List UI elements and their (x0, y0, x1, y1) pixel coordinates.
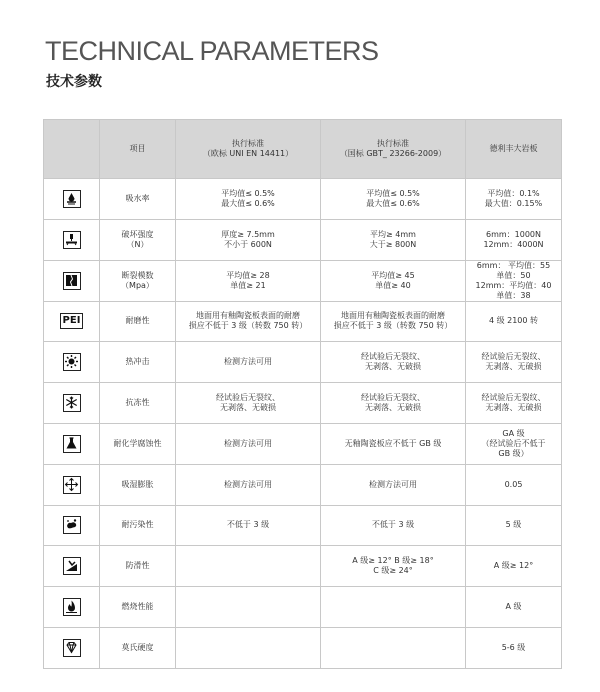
row-icon-cell (44, 342, 100, 383)
row-icon-cell (44, 423, 100, 464)
row-item: 吸湿膨胀 (100, 464, 176, 505)
expansion-arrows-icon (63, 476, 81, 494)
row-standard-gb (321, 627, 466, 668)
row-standard-eu: 地面用有釉陶瓷板表面的耐磨 损应不低于 3 级（转数 750 转） (176, 301, 321, 342)
row-icon-cell (44, 464, 100, 505)
row-icon-cell (44, 219, 100, 260)
row-brand-value: 5 级 (466, 505, 562, 546)
row-standard-gb: 平均≥ 4mm 大于≥ 800N (321, 219, 466, 260)
diamond-icon (63, 639, 81, 657)
row-standard-eu: 厚度≥ 7.5mm 不小于 600N (176, 219, 321, 260)
row-standard-eu (176, 546, 321, 587)
row-item: 莫氏硬度 (100, 627, 176, 668)
row-item: 吸水率 (100, 179, 176, 220)
row-item: 耐污染性 (100, 505, 176, 546)
row-brand-value: 经试验后无裂纹、 无剥落、无破损 (466, 342, 562, 383)
row-icon-cell (44, 587, 100, 628)
row-standard-eu (176, 627, 321, 668)
table-row (44, 505, 562, 546)
table-header-row (44, 120, 562, 179)
table-row (44, 383, 562, 424)
row-standard-gb: 地面用有釉陶瓷板表面的耐磨 损应不低于 3 级（转数 750 转） (321, 301, 466, 342)
slip-icon (63, 557, 81, 575)
breaking-load-icon (63, 231, 81, 249)
flask-icon (63, 435, 81, 453)
row-icon-cell (44, 546, 100, 587)
row-brand-value: 0.05 (466, 464, 562, 505)
header-brand: 德利丰大岩板 (466, 120, 562, 179)
table-row (44, 260, 562, 301)
thermal-shock-icon (63, 353, 81, 371)
row-brand-value: 6mm： 平均值：55 单值：50 12mm：平均值：40 单值：38 (466, 260, 562, 301)
table-row (44, 423, 562, 464)
row-item: 耐化学腐蚀性 (100, 423, 176, 464)
table-row (44, 179, 562, 220)
row-standard-eu: 平均值≥ 28 单值≥ 21 (176, 260, 321, 301)
snowflake-icon (63, 394, 81, 412)
table-row (44, 219, 562, 260)
table-row (44, 464, 562, 505)
row-standard-gb: 经试验后无裂纹、 无剥落、无破损 (321, 383, 466, 424)
page-title: TECHNICAL PARAMETERS (45, 36, 379, 66)
row-brand-value: 5-6 级 (466, 627, 562, 668)
row-brand-value: 4 级 2100 转 (466, 301, 562, 342)
water-drop-icon (63, 190, 81, 208)
row-icon-cell (44, 505, 100, 546)
table-row (44, 546, 562, 587)
row-icon-cell (44, 627, 100, 668)
row-standard-gb: A 级≥ 12° B 级≥ 18° C 级≥ 24° (321, 546, 466, 587)
pei-icon: PEI (60, 313, 84, 329)
row-standard-gb: 不低于 3 级 (321, 505, 466, 546)
row-icon-cell (44, 260, 100, 301)
row-brand-value: 6mm：1000N 12mm：4000N (466, 219, 562, 260)
row-item: 破坏强度 （N） (100, 219, 176, 260)
row-brand-value: 平均值：0.1% 最大值：0.15% (466, 179, 562, 220)
row-standard-gb (321, 587, 466, 628)
row-standard-eu: 检测方法可用 (176, 464, 321, 505)
row-brand-value: A 级≥ 12° (466, 546, 562, 587)
table-row (44, 342, 562, 383)
header-icon-cell (44, 120, 100, 179)
fracture-modulus-icon (63, 272, 81, 290)
row-standard-gb: 检测方法可用 (321, 464, 466, 505)
row-brand-value: GA 级 （经试验后不低于 GB 级） (466, 423, 562, 464)
table-row (44, 301, 562, 342)
row-brand-value: 经试验后无裂纹、 无剥落、无破损 (466, 383, 562, 424)
table-row (44, 627, 562, 668)
row-standard-gb: 平均值≥ 45 单值≥ 40 (321, 260, 466, 301)
row-icon-cell (44, 383, 100, 424)
row-brand-value: A 级 (466, 587, 562, 628)
row-standard-gb: 无釉陶瓷板应不低于 GB 级 (321, 423, 466, 464)
stain-icon (63, 516, 81, 534)
page-subtitle: 技术参数 (46, 74, 102, 90)
table-row (44, 587, 562, 628)
row-item: 燃烧性能 (100, 587, 176, 628)
header-standard-eu: 执行标准 （欧标 UNI EN 14411） (176, 120, 321, 179)
row-standard-eu: 不低于 3 级 (176, 505, 321, 546)
row-standard-eu: 经试验后无裂纹、 无剥落、无破损 (176, 383, 321, 424)
row-standard-eu: 平均值≤ 0.5% 最大值≤ 0.6% (176, 179, 321, 220)
row-item: 热冲击 (100, 342, 176, 383)
header-item: 项目 (100, 120, 176, 179)
row-standard-eu: 检测方法可用 (176, 342, 321, 383)
row-item: 耐磨性 (100, 301, 176, 342)
parameters-table (43, 119, 562, 669)
row-item: 断裂模数 （Mpa） (100, 260, 176, 301)
flame-icon (63, 598, 81, 616)
row-standard-eu: 检测方法可用 (176, 423, 321, 464)
row-standard-gb: 平均值≤ 0.5% 最大值≤ 0.6% (321, 179, 466, 220)
row-standard-gb: 经试验后无裂纹、 无剥落、无破损 (321, 342, 466, 383)
row-standard-eu (176, 587, 321, 628)
row-item: 抗冻性 (100, 383, 176, 424)
header-standard-gb: 执行标准 （国标 GBT_ 23266-2009） (321, 120, 466, 179)
row-item: 防滑性 (100, 546, 176, 587)
row-icon-cell (44, 301, 100, 342)
row-icon-cell (44, 179, 100, 220)
